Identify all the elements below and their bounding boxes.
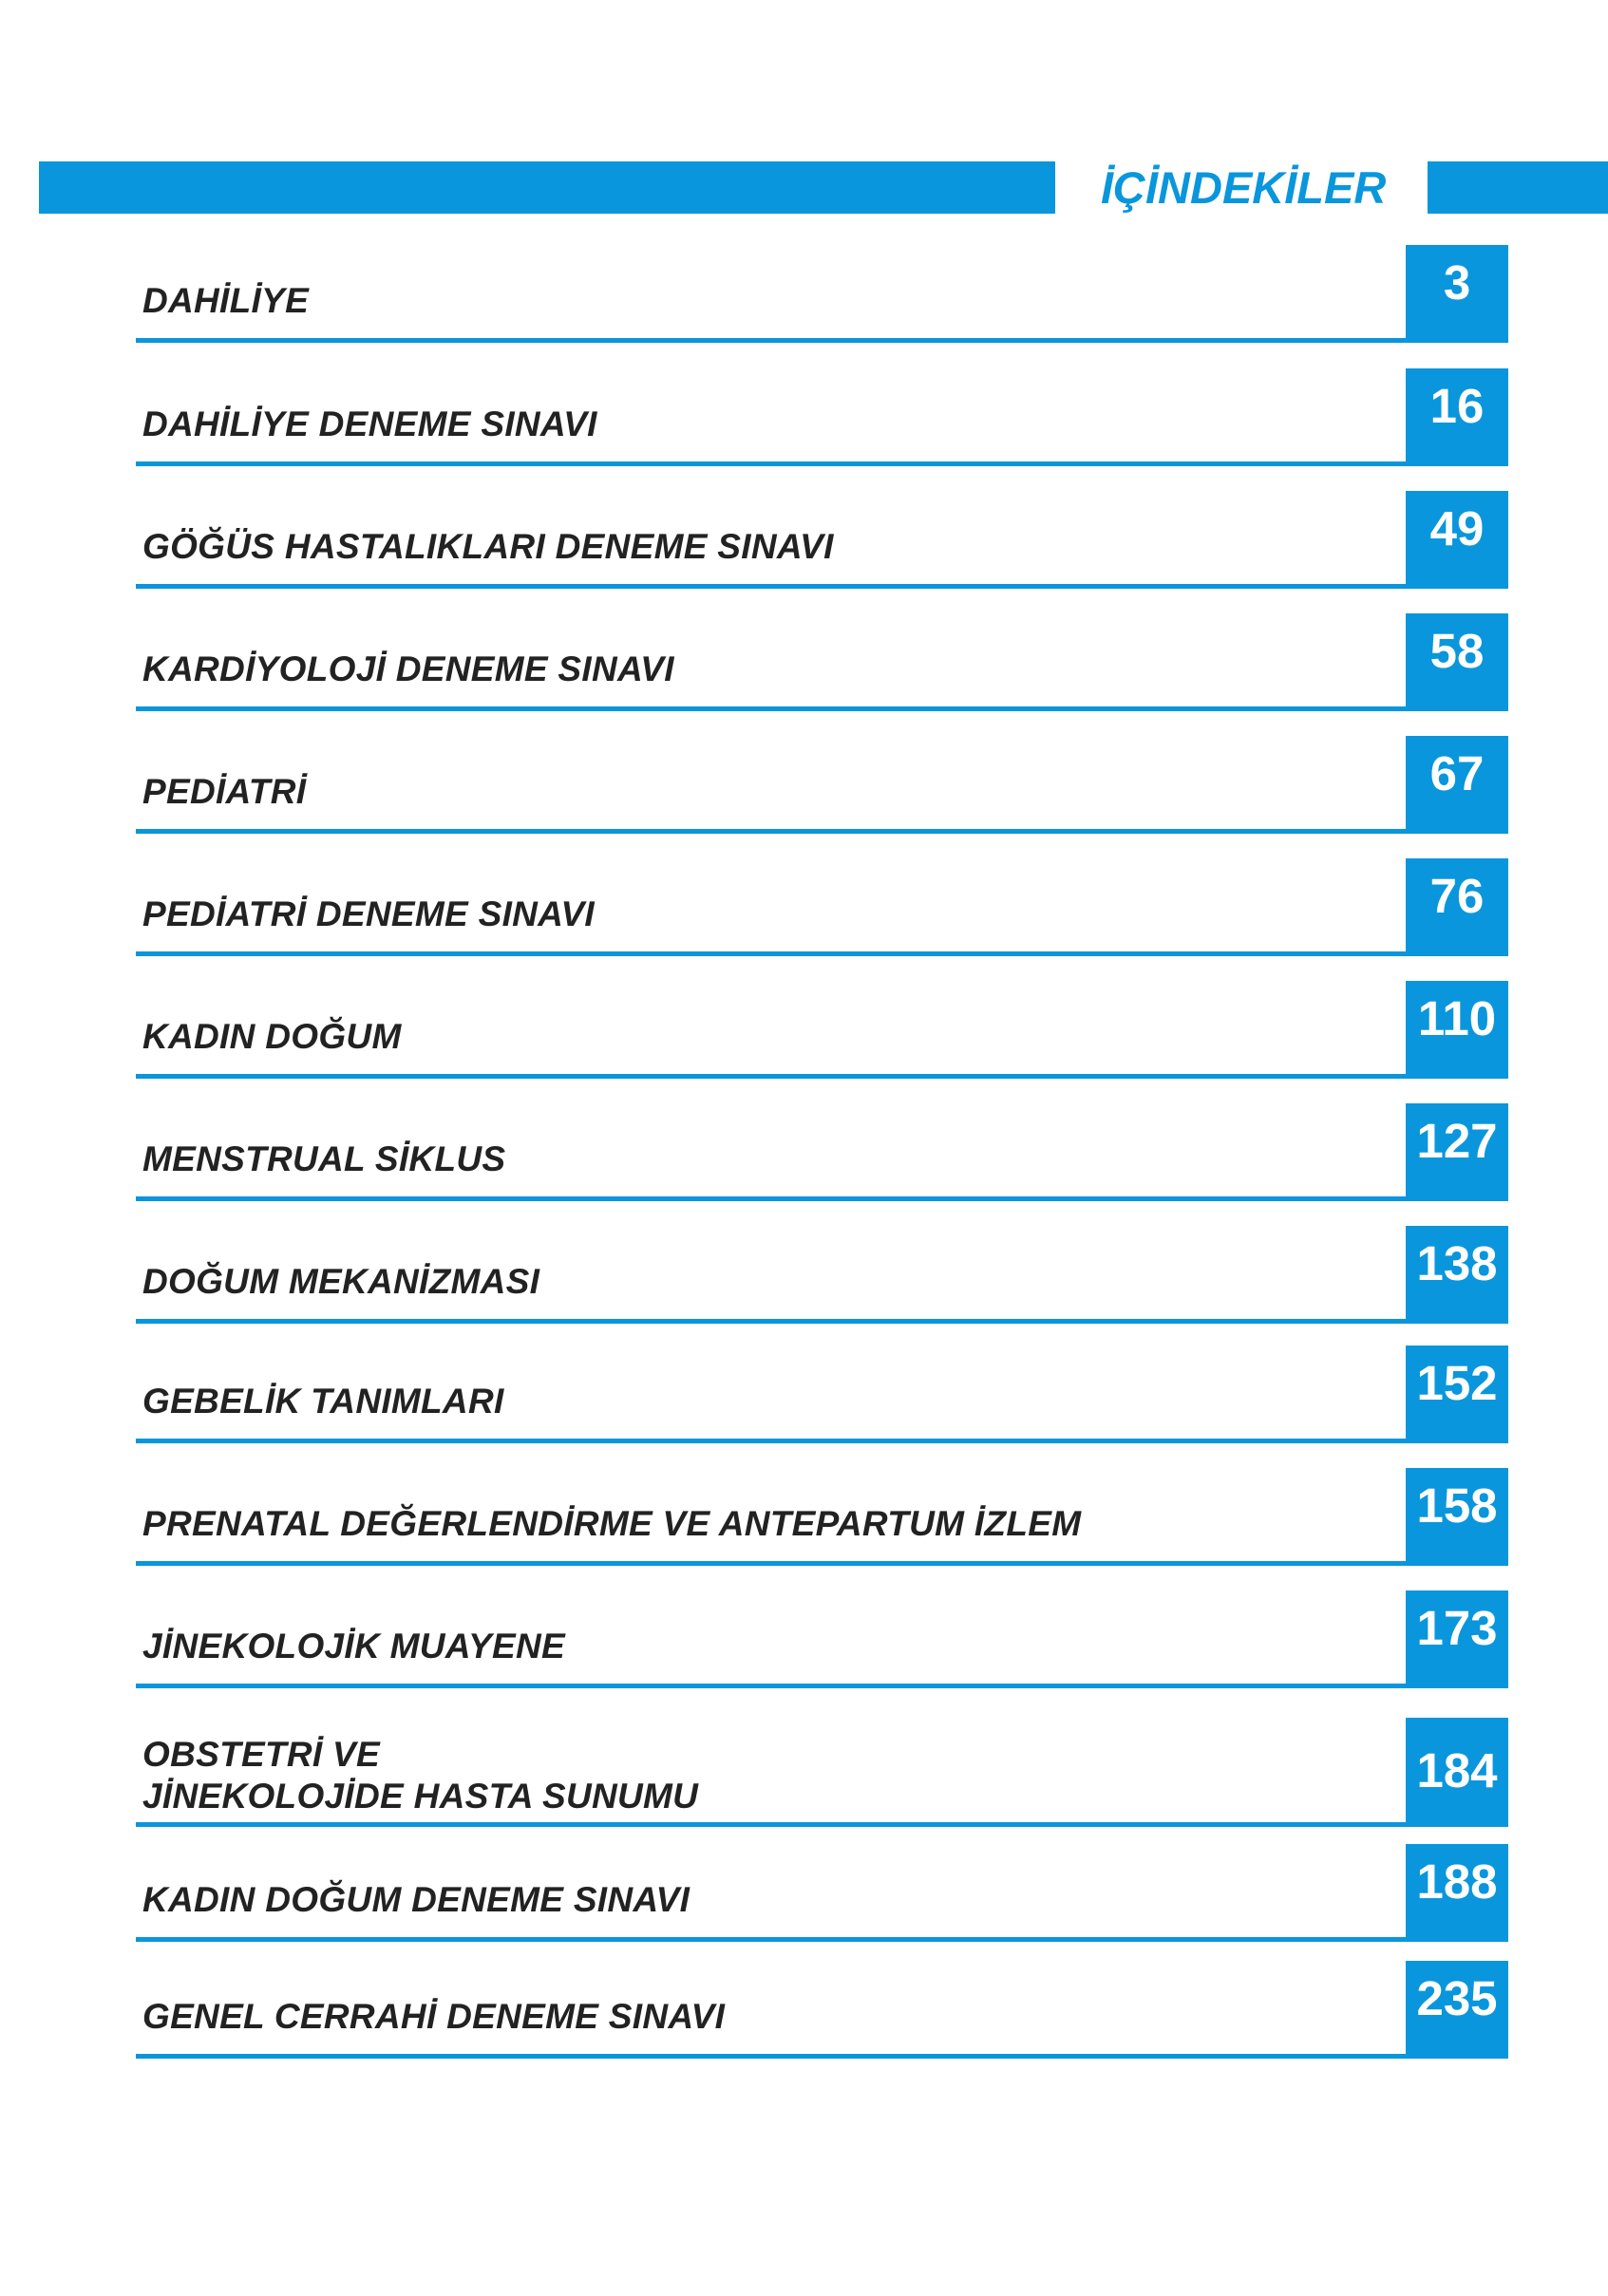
toc-page-number: 127 [1406,1103,1508,1201]
toc-entry-underline [136,1822,1508,1827]
toc-entry-title-line1: OBSTETRİ VE [142,1735,380,1774]
toc-page-number: 110 [1406,981,1508,1079]
toc-entry-title: GÖĞÜS HASTALIKLARI DENEME SINAVI [142,527,834,566]
toc-entry-title: KARDİYOLOJİ DENEME SINAVI [142,649,674,688]
toc-page-number: 3 [1406,245,1508,343]
toc-entry-title: KADIN DOĞUM [142,1017,402,1056]
toc-entry-underline [136,584,1508,589]
toc-entry-gebelik-tanimlari[interactable] [136,1346,1508,1443]
toc-entry-dahiliye[interactable] [136,245,1508,343]
toc-entry-underline [136,1439,1508,1443]
toc-entry-underline [136,1561,1508,1566]
toc-entry-kardiyoloji-deneme-sinavi[interactable] [136,613,1508,711]
toc-entry-dahiliye-deneme-sinavi[interactable] [136,368,1508,466]
toc-entry-title: JİNEKOLOJİK MUAYENE [142,1627,565,1666]
toc-entry-menstrual-siklus[interactable] [136,1103,1508,1201]
toc-page-number: 67 [1406,736,1508,834]
toc-entry-underline [136,338,1508,343]
toc-entry-underline [136,1196,1508,1201]
toc-entry-underline [136,829,1508,834]
toc-entry-underline [136,461,1508,466]
toc-page-number: 235 [1406,1961,1508,2059]
toc-entry-underline [136,706,1508,711]
toc-entry-title: KADIN DOĞUM DENEME SINAVI [142,1880,690,1919]
toc-entry-title [142,1734,1394,1817]
toc-page-number: 188 [1406,1844,1508,1942]
header-bar-right [1428,161,1608,214]
toc-page-number: 158 [1406,1468,1508,1566]
toc-entry-genel-cerrahi-deneme-sinavi[interactable] [136,1961,1508,2059]
toc-entry-title: MENSTRUAL SİKLUS [142,1139,506,1178]
toc-page-number: 49 [1406,491,1508,589]
toc-entry-pediatri-deneme-sinavi[interactable] [136,858,1508,956]
toc-page-number: 173 [1406,1590,1508,1688]
toc-entry-title: PRENATAL DEĞERLENDİRME VE ANTEPARTUM İZLEM [142,1504,1082,1543]
toc-entry-jinekolojik-muayene[interactable] [136,1590,1508,1688]
toc-entry-title: DOĞUM MEKANİZMASI [142,1262,540,1301]
toc-page-number: 58 [1406,613,1508,711]
toc-entry-underline [136,1074,1508,1079]
toc-entry-underline [136,2054,1508,2059]
toc-entry-prenatal-degerlendirme[interactable] [136,1468,1508,1566]
toc-entry-underline [136,1319,1508,1324]
toc-entry-title: PEDİATRİ [142,772,307,811]
toc-entry-title: GENEL CERRAHİ DENEME SINAVI [142,1997,726,2036]
toc-entry-title: DAHİLİYE DENEME SINAVI [142,405,597,443]
toc-entry-obstetri-jinekolojide-hasta-sunumu[interactable] [136,1718,1508,1827]
toc-entry-title: DAHİLİYE [142,281,310,320]
toc-entry-kadin-dogum[interactable] [136,981,1508,1079]
toc-entry-title: PEDİATRİ DENEME SINAVI [142,894,596,933]
toc-entry-title-line2: JİNEKOLOJİDE HASTA SUNUMU [142,1777,699,1816]
toc-page-number: 152 [1406,1346,1508,1443]
toc-page-number: 138 [1406,1226,1508,1324]
header-bar-left [39,161,1055,214]
toc-page-number: 184 [1406,1718,1508,1827]
page-title: İÇİNDEKİLER [1101,162,1387,213]
toc-entry-pediatri[interactable] [136,736,1508,834]
toc-entry-title: GEBELİK TANIMLARI [142,1382,504,1421]
toc-entry-underline [136,951,1508,956]
toc-entry-underline [136,1684,1508,1688]
table-of-contents [136,245,1508,2059]
toc-entry-kadin-dogum-deneme-sinavi[interactable] [136,1844,1508,1942]
toc-page-number: 76 [1406,858,1508,956]
toc-entry-gogus-hastaliklari-deneme-sinavi[interactable] [136,491,1508,589]
toc-entry-underline [136,1937,1508,1942]
toc-entry-dogum-mekanizmasi[interactable] [136,1226,1508,1324]
toc-page-number: 16 [1406,368,1508,466]
